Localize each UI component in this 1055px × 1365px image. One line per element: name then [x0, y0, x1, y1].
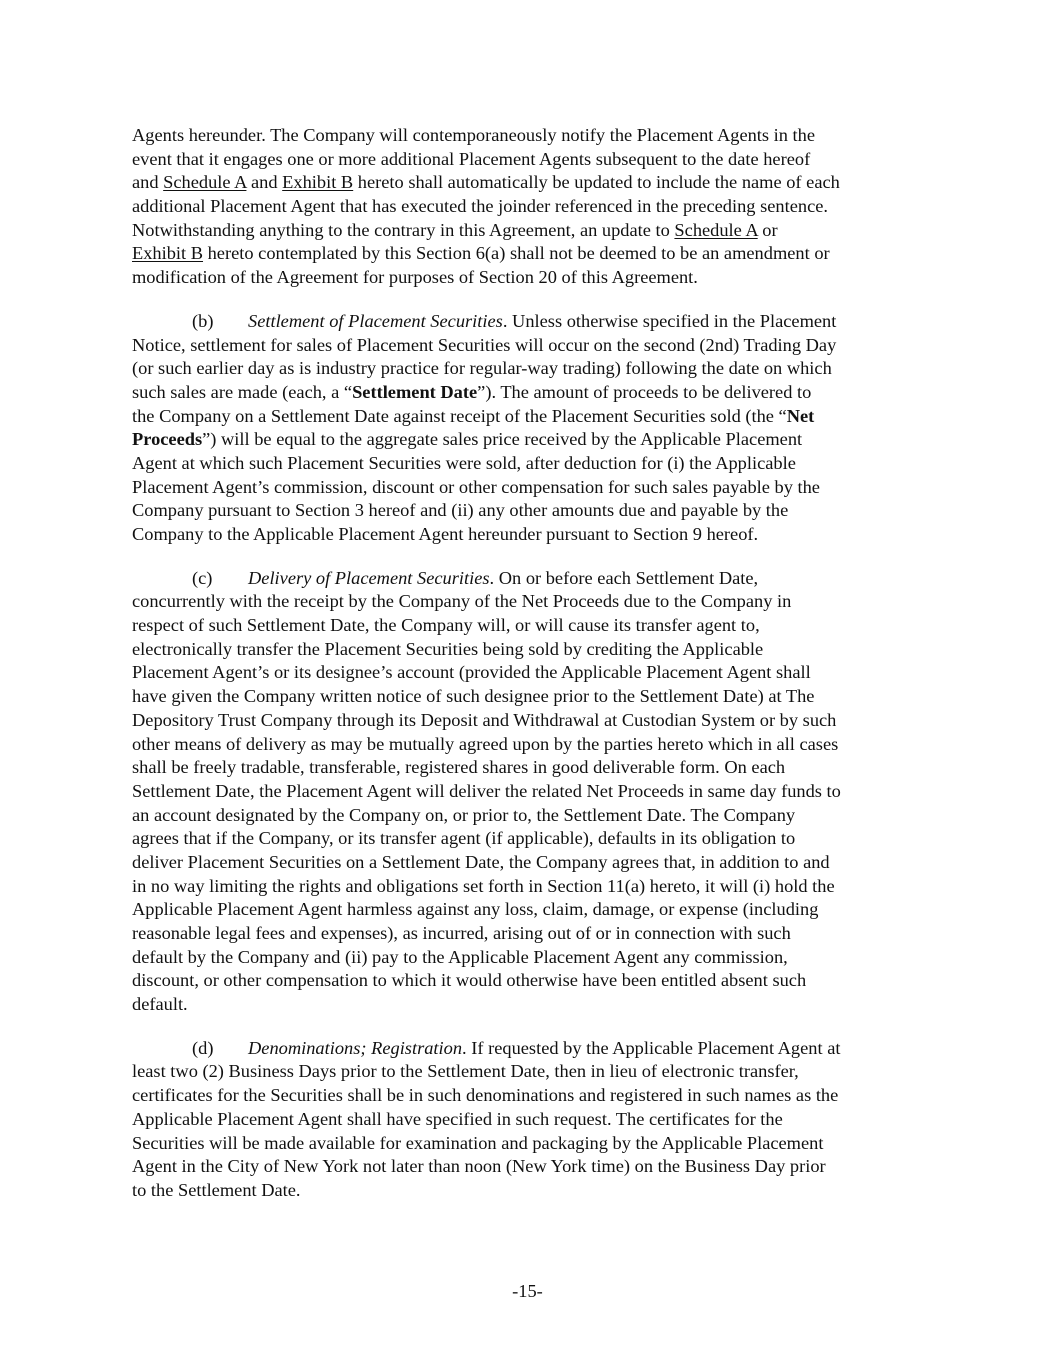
text-line: Agent at which such Placement Securities were sold, after deduction for (i) the Applicable — [132, 452, 796, 473]
text-line: Notice, settlement for sales of Placement Securities will occur on the second (2nd) Trading Day — [132, 334, 837, 355]
text-line: electronically transfer the Placement Securities being sold by crediting the Applicable — [132, 638, 764, 659]
text-line: event that it engages one or more additional Placement Agents subsequent to the date hereof — [132, 148, 811, 169]
text-line: have given the Company written notice of such designee prior to the Settlement Date) at The — [132, 686, 815, 707]
section-number: (d) — [192, 1037, 214, 1058]
text-line: discount, or other compensation to which it would otherwise have been entitled absent such — [132, 970, 807, 991]
text-line: agrees that if the Company, or its transfer agent (if applicable), defaults in its obligation to — [132, 828, 796, 849]
exhibit-b-link: Exhibit B — [282, 172, 354, 193]
text-line: Agents hereunder. The Company will contemporaneously notify the Placement Agents in the — [132, 125, 816, 145]
section-title: Delivery of Placement Securities — [248, 567, 490, 588]
text-line: modification of the Agreement for purposes of Section 20 of this Agreement. — [132, 267, 698, 288]
section-title: Settlement of Placement Securities — [248, 310, 503, 331]
text-line: Notwithstanding anything to the contrary in this Agreement, an update to Schedule A or — [132, 219, 778, 240]
text-line: in no way limiting the rights and obligations set forth in Section 11(a) hereto, it will (i) hold the — [132, 875, 835, 896]
text-line: reasonable legal fees and expenses), as incurred, arising out of or in connection with such — [132, 923, 791, 943]
text-line: Placement Agent’s or its designee’s account (provided the Applicable Placement Agent shall — [132, 662, 811, 683]
text-line: certificates for the Securities shall be in such denominations and registered in such names as the — [132, 1085, 839, 1106]
defined-term: Settlement Date — [352, 381, 478, 402]
schedule-a-link: Schedule A — [674, 219, 758, 240]
text-line: Depository Trust Company through its Deposit and Withdrawal at Custodian System or by such — [132, 709, 837, 730]
paragraph-b-settlement — [132, 310, 932, 547]
text-line: shall be freely tradable, transferable, registered shares in good deliverable form. On each — [132, 757, 786, 778]
text-line: concurrently with the receipt by the Company of the Net Proceeds due to the Company in — [132, 591, 792, 612]
text-line: deliver Placement Securities on a Settlement Date, the Company agrees that, in addition to and — [132, 851, 830, 872]
text-line: Applicable Placement Agent shall have specified in such request. The certificates for the — [132, 1108, 783, 1129]
text-line: Company to the Applicable Placement Agent hereunder pursuant to Section 9 hereof. — [132, 524, 759, 544]
exhibit-b-link: Exhibit B — [132, 243, 204, 264]
text-line: such sales are made (each, a “Settlement Date”). The amount of proceeds to be delivered to — [132, 381, 812, 402]
section-title: Denominations; Registration — [248, 1037, 463, 1058]
defined-term: Net — [786, 405, 815, 426]
text-line: additional Placement Agent that has executed the joinder referenced in the preceding sentence. — [132, 196, 828, 217]
section-number: (b) — [192, 310, 214, 331]
text-line: respect of such Settlement Date, the Company will, or will cause its transfer agent to, — [132, 615, 760, 636]
text-line: least two (2) Business Days prior to the Settlement Date, then in lieu of electronic transfer, — [132, 1061, 799, 1082]
page-number: -15- — [512, 1281, 543, 1301]
text-line: Exhibit B hereto contemplated by this Section 6(a) shall not be deemed to be an amendment or — [132, 243, 830, 264]
document-page — [132, 124, 932, 1223]
paragraph-c-delivery — [132, 567, 932, 1017]
text-line: Securities will be made available for examination and packaging by the Applicable Placement — [132, 1132, 824, 1153]
section-number: (c) — [192, 567, 213, 588]
text-line: (c) Delivery of Placement Securities. On or before each Settlement Date, — [132, 567, 932, 591]
defined-term: Proceeds — [132, 429, 203, 450]
text-line: Applicable Placement Agent harmless against any loss, claim, damage, or expense (including — [132, 899, 819, 920]
paragraph-d-denominations — [132, 1037, 932, 1203]
text-line: Placement Agent’s commission, discount or other compensation for such sales payable by the — [132, 476, 820, 497]
text-line: default. — [132, 994, 188, 1015]
text-line: Company pursuant to Section 3 hereof and (ii) any other amounts due and payable by the — [132, 500, 789, 521]
text-line: the Company on a Settlement Date against receipt of the Placement Securities sold (the “Net — [132, 405, 815, 426]
text-line: Agent in the City of New York not later than noon (New York time) on the Business Day prior — [132, 1156, 826, 1177]
text-line: default by the Company and (ii) pay to the Applicable Placement Agent any commission, — [132, 946, 788, 967]
text-line: (d) Denominations; Registration. If requested by the Applicable Placement Agent at — [132, 1037, 932, 1061]
text-line: (or such earlier day as is industry practice for regular-way trading) following the date on which — [132, 358, 832, 379]
text-line: an account designated by the Company on, or prior to, the Settlement Date. The Company — [132, 804, 796, 825]
text-line: (b) Settlement of Placement Securities. Unless otherwise specified in the Placement — [132, 310, 932, 334]
text-line: and Schedule A and Exhibit B hereto shall automatically be updated to include the name of each — [132, 172, 840, 193]
text-line: Settlement Date, the Placement Agent will deliver the related Net Proceeds in same day funds to — [132, 780, 841, 801]
text-line: other means of delivery as may be mutually agreed upon by the parties hereto which in all cases — [132, 733, 839, 754]
paragraph-a-continuation — [132, 124, 932, 290]
text-line: to the Settlement Date. — [132, 1179, 301, 1200]
text-line: Proceeds”) will be equal to the aggregate sales price received by the Applicable Placement — [132, 429, 803, 450]
schedule-a-link: Schedule A — [163, 172, 247, 193]
